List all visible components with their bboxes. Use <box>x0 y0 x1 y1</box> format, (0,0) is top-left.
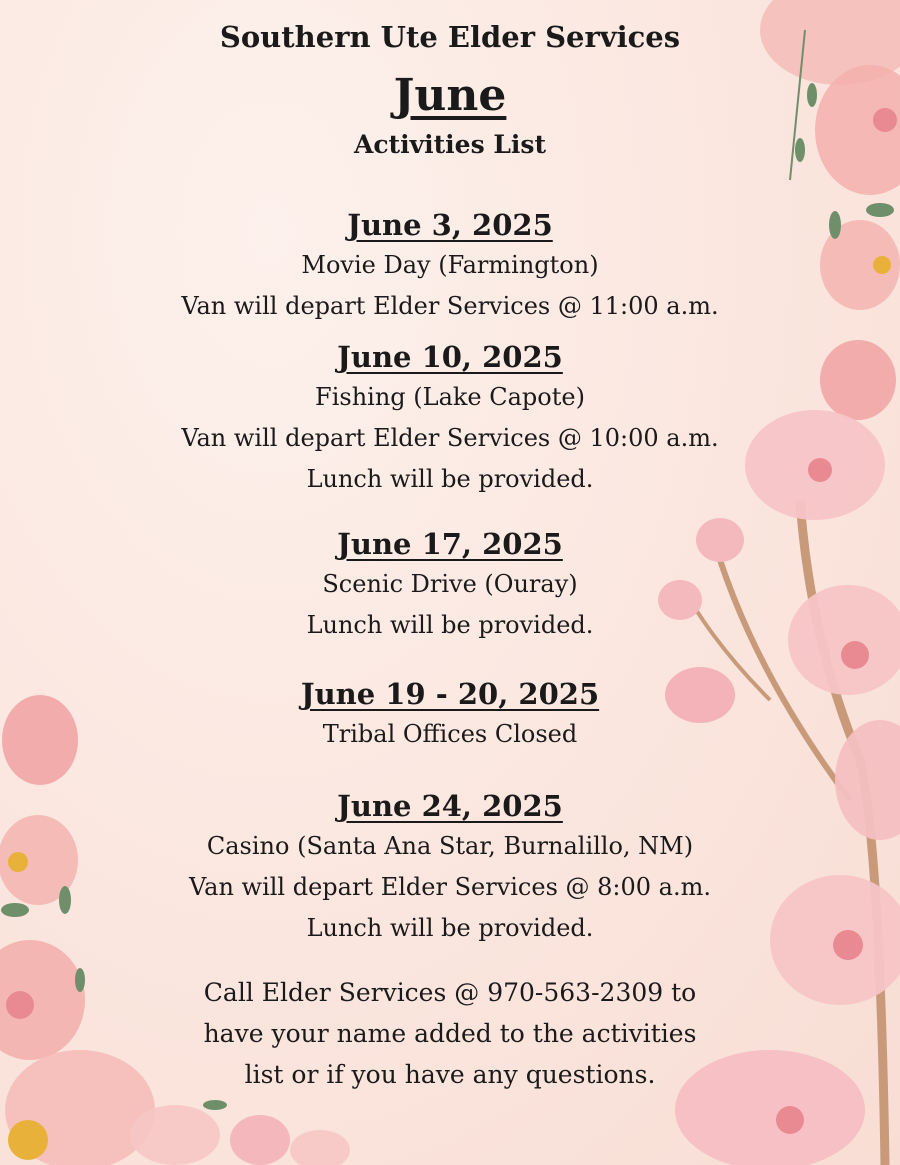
event-date: June 19 - 20, 2025 <box>300 677 600 711</box>
event-activity: Scenic Drive (Ouray) <box>322 570 578 598</box>
event-date: June 10, 2025 <box>337 340 563 374</box>
contact-line: have your name added to the activities <box>203 1019 697 1048</box>
contact-info <box>150 972 750 1095</box>
month-heading: June <box>393 70 507 121</box>
event-june-10 <box>150 337 750 500</box>
event-activity: Movie Day (Farmington) <box>301 251 599 279</box>
top-right-flowers <box>760 0 900 420</box>
event-activity: Tribal Offices Closed <box>322 720 578 748</box>
contact-line: list or if you have any questions. <box>244 1060 656 1089</box>
event-departure: Van will depart Elder Services @ 8:00 a.m. <box>189 873 711 901</box>
event-june-3 <box>150 205 750 327</box>
event-june-24 <box>150 786 750 949</box>
event-activity: Fishing (Lake Capote) <box>315 383 585 411</box>
event-june-17 <box>150 524 750 646</box>
event-lunch-note: Lunch will be provided. <box>306 611 594 639</box>
event-lunch-note: Lunch will be provided. <box>306 914 594 942</box>
organization-title: Southern Ute Elder Services <box>219 20 681 54</box>
contact-line: Call Elder Services @ 970-563-2309 to <box>203 978 697 1007</box>
event-date: June 3, 2025 <box>347 208 553 242</box>
event-june-19-20 <box>150 674 750 755</box>
event-date: June 24, 2025 <box>337 789 563 823</box>
event-departure: Van will depart Elder Services @ 11:00 a.m. <box>181 292 719 320</box>
event-departure: Van will depart Elder Services @ 10:00 a.m. <box>181 424 719 452</box>
event-date: June 17, 2025 <box>337 527 563 561</box>
event-lunch-note: Lunch will be provided. <box>306 465 594 493</box>
event-activity: Casino (Santa Ana Star, Burnalillo, NM) <box>206 832 694 860</box>
activities-subtitle: Activities List <box>353 130 547 159</box>
